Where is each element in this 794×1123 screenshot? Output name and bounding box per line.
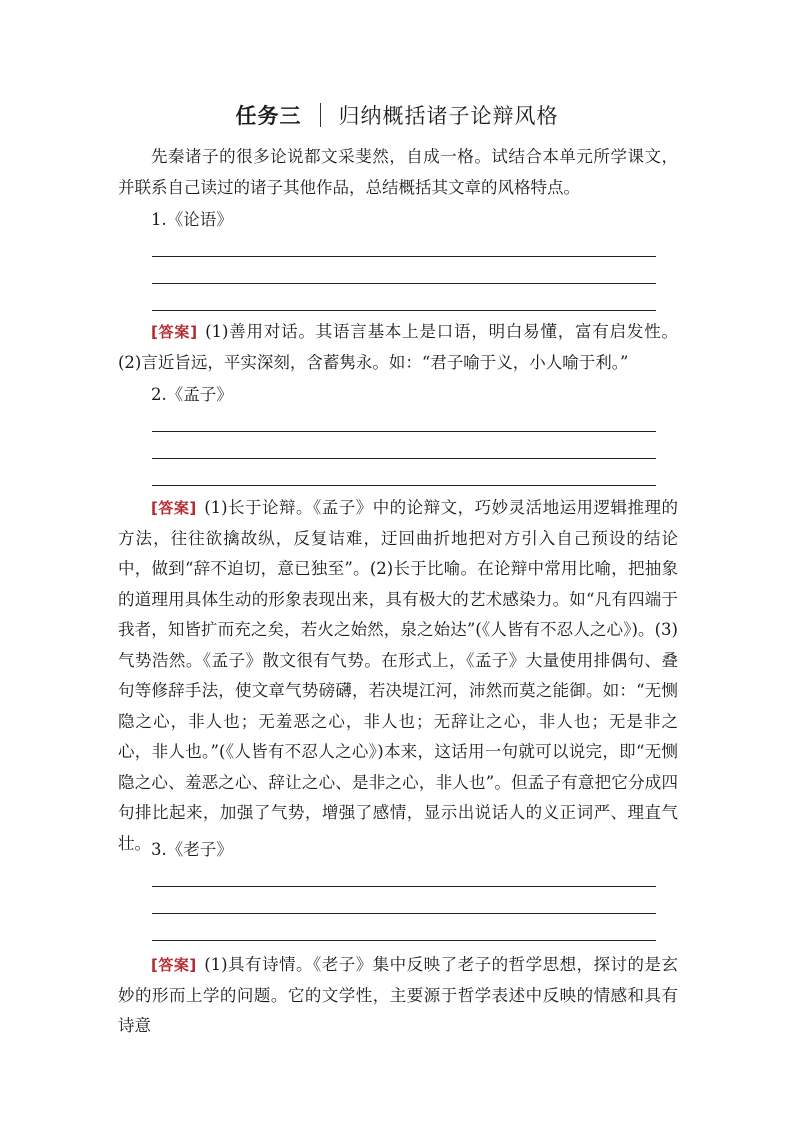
blank-line: [152, 913, 656, 914]
answer-text: (1)长于论辩。《孟子》中的论辩文，巧妙灵活地运用逻辑推理的方法，往往欲擒故纵，反复诘难，迂回曲折地把对方引入自己预设的结论中，做到“辞不迫切，意已独至”。(2)长于比喻。在论辩中常用比喻，把抽象的道理用具体生动的形象表现出来，具有极大的艺术感染力。如“凡有四端于我者，知皆扩而充之矣，若火之始然，泉之始达”(《人皆有不忍人之心》)。(3)气势浩然。《孟子》散文很有气势。在形式上，《孟子》大量使用排偶句、叠句等修辞手法，使文章气势磅礴，若决堤江河，沛然而莫之能御。如：“无恻隐之心，非人也；无羞恶之心，非人也；无辞让之心，非人也；无是非之心，非人也。”(《人皆有不忍人之心》)本来，这话用一句就可以说完，即“无恻隐之心、羞恶之心、辞让之心、是非之心，非人也”。但孟子有意把它分成四句排比起来，加强了气势，增强了感情，显示出说话人的义正词严、理直气壮。: [118, 498, 679, 853]
answer-paragraph: [118, 317, 678, 378]
page-title: [0, 100, 794, 132]
section-2-answer: [118, 493, 678, 859]
answer-paragraph: [118, 493, 678, 859]
answer-paragraph: [118, 950, 678, 1042]
blank-line: [152, 940, 656, 941]
blank-line: [152, 256, 656, 257]
blank-line: [152, 283, 656, 284]
blank-line: [152, 458, 656, 459]
title-separator: [320, 103, 321, 127]
blank-line: [152, 310, 656, 311]
title-task-number: 任务三: [235, 104, 302, 128]
section-2-heading-block: [118, 380, 678, 411]
section-heading: 1.《论语》: [151, 210, 233, 229]
answer-label: [答案]: [151, 323, 198, 341]
section-3-heading-block: [118, 835, 678, 866]
section-1-heading-block: [118, 205, 678, 236]
section-1-answer: [118, 317, 678, 378]
answer-label: [答案]: [151, 956, 197, 974]
blank-line: [152, 886, 656, 887]
section-heading: 2.《孟子》: [151, 385, 233, 404]
title-task-name: 归纳概括诸子论辩风格: [338, 104, 559, 128]
section-heading: 3.《老子》: [151, 840, 233, 859]
answer-text: (1)善用对话。其语言基本上是口语，明白易懂，富有启发性。(2)言近旨远，平实深刻，含蓄隽永。如：“君子喻于义，小人喻于利。”: [118, 322, 679, 372]
blank-line: [152, 431, 656, 432]
answer-label: [答案]: [151, 499, 197, 517]
blank-line: [152, 485, 656, 486]
intro-block: [118, 142, 678, 203]
intro-paragraph: 先秦诸子的很多论说都文采斐然，自成一格。试结合本单元所学课文，并联系自己读过的诸子其他作品，总结概括其文章的风格特点。: [118, 147, 678, 197]
section-3-answer: [118, 950, 678, 1042]
answer-text: (1)具有诗情。《老子》集中反映了老子的哲学思想，探讨的是玄妙的形而上学的问题。它的文学性，主要源于哲学表述中反映的情感和具有诗意: [118, 955, 679, 1035]
